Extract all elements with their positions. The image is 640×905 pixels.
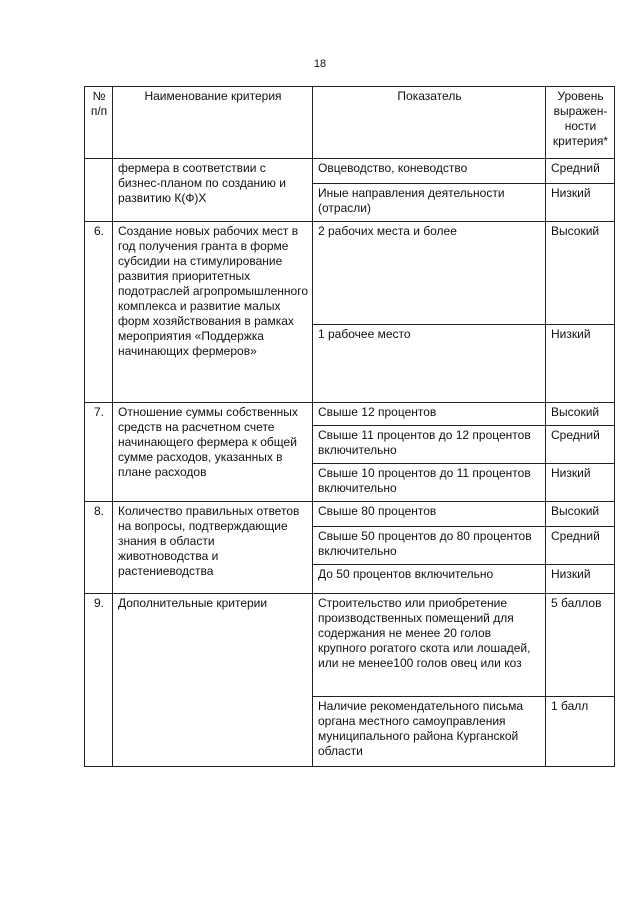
level-cell: Высокий xyxy=(546,502,615,527)
row-number: 9. xyxy=(85,594,113,767)
page-number: 18 xyxy=(313,58,327,70)
level-cell: 1 балл xyxy=(546,697,615,767)
indicator-cell: Строительство или приобретение производственных помещений для содержания не менее 20 голов крупного рогатого скота или лошадей, или не менее100 голов овец или коз xyxy=(313,594,546,697)
level-cell: Высокий xyxy=(546,403,615,426)
level-cell: Низкий xyxy=(546,184,615,222)
level-cell: Средний xyxy=(546,426,615,464)
indicator-cell: Свыше 12 процентов xyxy=(313,403,546,426)
criteria-table xyxy=(84,86,615,767)
indicator-cell: 1 рабочее место xyxy=(313,325,546,403)
row-number: 6. xyxy=(85,222,113,403)
level-cell: Низкий xyxy=(546,464,615,502)
criterion-name: Количество правильных ответов на вопросы, подтверждающие знания в области животноводства и растениеводства xyxy=(113,502,313,594)
level-cell: Низкий xyxy=(546,565,615,594)
table-row xyxy=(85,403,615,426)
level-cell: Средний xyxy=(546,527,615,565)
header-level: Уровень выражен- ности критерия* xyxy=(546,87,615,159)
header-name: Наименование критерия xyxy=(113,87,313,159)
indicator-cell: Свыше 11 процентов до 12 процентов включительно xyxy=(313,426,546,464)
indicator-cell: 2 рабочих места и более xyxy=(313,222,546,325)
level-cell: Низкий xyxy=(546,325,615,403)
indicator-cell: Наличие рекомендательного письма органа местного самоуправления муниципального района Курганской области xyxy=(313,697,546,767)
row-number: 7. xyxy=(85,403,113,502)
table-row xyxy=(85,502,615,527)
criterion-name: фермера в соответствии с бизнес-планом по созданию и развитию К(Ф)Х xyxy=(113,159,313,222)
indicator-cell: До 50 процентов включительно xyxy=(313,565,546,594)
table-row xyxy=(85,222,615,325)
header-indicator: Показатель xyxy=(313,87,546,159)
indicator-cell: Свыше 10 процентов до 11 процентов включительно xyxy=(313,464,546,502)
criterion-name: Дополнительные критерии xyxy=(113,594,313,767)
level-cell: Высокий xyxy=(546,222,615,325)
table-header-row xyxy=(85,87,615,159)
indicator-cell: Овцеводство, коневодство xyxy=(313,159,546,184)
criterion-name: Отношение суммы собственных средств на расчетном счете начинающего фермера к общей сумме расходов, указанных в плане расходов xyxy=(113,403,313,502)
level-cell: Средний xyxy=(546,159,615,184)
table-row xyxy=(85,159,615,184)
indicator-cell: Свыше 80 процентов xyxy=(313,502,546,527)
table-row xyxy=(85,594,615,697)
row-number: 8. xyxy=(85,502,113,594)
header-num: № п/п xyxy=(85,87,113,159)
row-number xyxy=(85,159,113,222)
level-cell: 5 баллов xyxy=(546,594,615,697)
indicator-cell: Иные направления деятельности (отрасли) xyxy=(313,184,546,222)
indicator-cell: Свыше 50 процентов до 80 процентов включительно xyxy=(313,527,546,565)
criterion-name: Создание новых рабочих мест в год получения гранта в форме субсидии на стимулирование развития приоритетных подотраслей агропромышленного комплекса и развитие малых форм хозяйствования в рамках мероприятия «Поддержка начинающих фермеров» xyxy=(113,222,313,403)
